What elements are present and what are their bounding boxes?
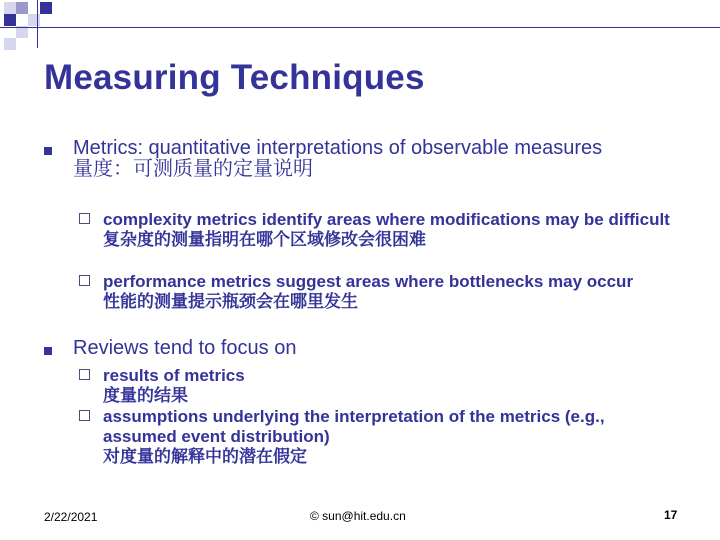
square-bullet-icon (44, 347, 52, 355)
deco-square (4, 14, 16, 26)
page-title: Measuring Techniques (44, 58, 425, 97)
checkbox-bullet-icon (79, 369, 90, 380)
deco-vertical-line (37, 0, 38, 48)
sub-bullet-text: complexity metrics identify areas where modifications may be difficult (103, 210, 670, 229)
sub-bullet-item (79, 272, 679, 312)
deco-square (4, 38, 16, 50)
bullet-item (44, 338, 684, 359)
deco-square (28, 14, 40, 26)
bullet-text-cn: 量度：可测质量的定量说明 (73, 158, 313, 180)
bullet-item (44, 138, 684, 180)
deco-square (4, 2, 16, 14)
page-number: 17 (664, 508, 678, 522)
deco-square (40, 2, 52, 14)
checkbox-bullet-icon (79, 213, 90, 224)
sub-bullet-text: performance metrics suggest areas where bottlenecks may occur (103, 272, 634, 291)
footer-date: 2/22/2021 (44, 510, 98, 524)
sub-bullet-item (79, 407, 679, 467)
sub-bullet-text: results of metrics (103, 366, 245, 385)
checkbox-bullet-icon (79, 410, 90, 421)
sub-bullet-item (79, 210, 679, 250)
footer-copyright: © sun@hit.edu.cn (310, 509, 406, 523)
square-bullet-icon (44, 147, 52, 155)
sub-bullet-text: assumptions underlying the interpretation of the metrics (e.g., assumed event distribution) (103, 407, 605, 446)
deco-horizontal-line (0, 27, 720, 28)
checkbox-bullet-icon (79, 275, 90, 286)
bullet-text: Reviews tend to focus on (73, 337, 297, 359)
sub-bullet-text-cn: 对度量的解释中的潜在假定 (103, 447, 307, 466)
sub-bullet-text-cn: 性能的测量提示瓶颈会在哪里发生 (103, 292, 358, 311)
sub-bullet-text-cn: 度量的结果 (103, 386, 188, 405)
corner-decoration (0, 0, 60, 50)
deco-square (16, 2, 28, 14)
sub-bullet-text-cn: 复杂度的测量指明在哪个区域修改会很困难 (103, 230, 426, 249)
bullet-text: Metrics: quantitative interpretations of observable measures (73, 137, 603, 159)
sub-bullet-item (79, 366, 679, 406)
